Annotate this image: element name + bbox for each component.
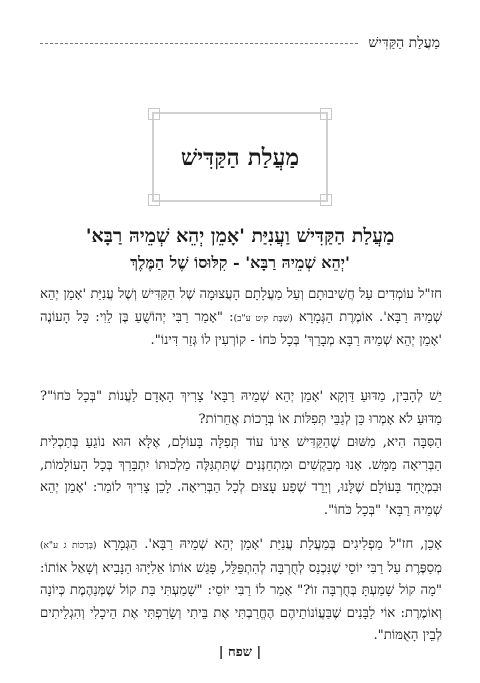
running-head-title: מַעֲלַת הַקַּדִּישׁ [368,34,440,51]
chapter-title: מַעֲלַת הַקַּדִּישׁ [180,143,300,171]
paragraph [40,386,442,431]
paragraph [40,534,442,648]
paragraph-text: מְסַפֶּרֶת עַל רַבִּי יוֹסֵי שֶׁנִּכְנַס לְחֻרְבָּה לְהִתְפַּלֵּל, פָּגַשׁ אוֹתוֹ אֵלִיָּהוּ הַנָּבִיא וְשָׁאַל אוֹתוֹ: "מָה קוֹל שָׁמַעְתָּ בְּחֻרְבָּה זוֹ?" אָמַר לוֹ רַבִּי יוֹסֵי: "שָׁמַעְתִּי בַּת קוֹל שֶׁמְּנַהֶמֶת כְּיוֹנָה וְאוֹמֶרֶת: אוֹי לַבָּנִים שֶׁבַּעֲוֹנוֹתֵיהֶם הֶחֱרַבְתִּי אֶת בֵּיתִי וְשָׂרַפְתִּי אֶת הֵיכָלִי וְהִגְלֵיתִים לְבֵין הָאֻמּוֹת". [40,560,442,643]
paragraph [40,284,442,353]
paragraph-text: אָכֵן, חז"ל מַפְלִיגִים בְּמַעֲלַת עֲנִיַּת 'אָמֵן יְהֵא שְׁמֵיהּ רַבָּא'. הַגְּמָרָא [103,537,442,552]
section-subtitle: 'יְהֵא שְׁמֵיהּ רַבָּא' - קִלּוּסוֹ שֶׁל הַמֶּלֶךְ [130,253,350,272]
paragraph [40,432,442,522]
frame-corner-ornament [148,194,160,206]
source-citation: (בְּרָכוֹת ג ע"א) [40,541,97,551]
paragraph-text: חז"ל עוֹמְדִים עַל חֲשִׁיבוּתָם וְעַל מַעֲלָתָם הָעֲצוּמָה שֶׁל הַקַּדִּישׁ וְשֶׁל עֲנִיַּת 'אָמֵן יְהֵא שְׁמֵיהּ רַבָּא'. אוֹמֶרֶת הַגְּמָרָא [40,287,442,325]
running-head-divider [40,43,358,44]
paragraph-text: הַסִּבָּה הִיא, מִשּׁוּם שֶׁהַקַּדִּישׁ אֵינוֹ עוֹד תְּפִלָּה בָּעוֹלָם, אֶלָּא הוּא נוֹגֵעַ בְּתַכְלִית הַבְּרִיאָה מַמָּשׁ. אָנוּ מְבַקְשִׁים וּמִתְחַנְּנִים שֶׁתִּתְגַּלֶּה מַלְכוּתוֹ יִתְבָּרַךְ בְּכָל הָעוֹלָמוֹת, וּבִמְיֻחָד בָּעוֹלָם שֶׁלָּנוּ, וְיֵרֵד שֶׁפַע עָצוּם לְכָל הַבְּרִיאָה. לָכֵן צָרִיךְ לוֹמַר: 'אָמֵן יְהֵא שְׁמֵיהּ רַבָּא' "בְּכָל כֹּחוֹ". [40,435,442,518]
running-head [40,30,440,56]
frame-corner-ornament [320,194,332,206]
page-number: | שפח | [218,645,262,660]
frame-corner-ornament [320,108,332,120]
paragraph-text: יֵשׁ לְהָבִין, מַדּוּעַ דַּוְקָא 'אָמֵן יְהֵא שְׁמֵיהּ רַבָּא' צָרִיךְ הָאָדָם לַעֲנוֹת "בְּכָל כֹּחוֹ"? מַדּוּעַ לֹא אָמְרוּ כֵּן לְגַבֵּי תְּפִלּוֹת אוֹ בְּרָכוֹת אֲחֵרוֹת? [40,389,442,427]
source-citation: (שַׁבָּת קיט ע"ב) [233,313,293,324]
section-title: מַעֲלַת הַקַּדִּישׁ וַעֲנִיַּת 'אָמֵן יְהֵא שְׁמֵיהּ רַבָּא' [85,225,395,247]
frame-corner-ornament [148,108,160,120]
paragraph-text: : "אָמַר רַבִּי יְהוֹשֻׁעַ בֶּן לֵוִי: כָּל הָעוֹנֶה 'אָמֵן יְהֵא שְׁמֵיהּ רַבָּא מְבָרַךְ' בְּכָל כֹּחוֹ - קוֹרְעִין לוֹ גְּזַר דִּינוֹ". [40,309,442,348]
chapter-title-frame [152,112,328,202]
